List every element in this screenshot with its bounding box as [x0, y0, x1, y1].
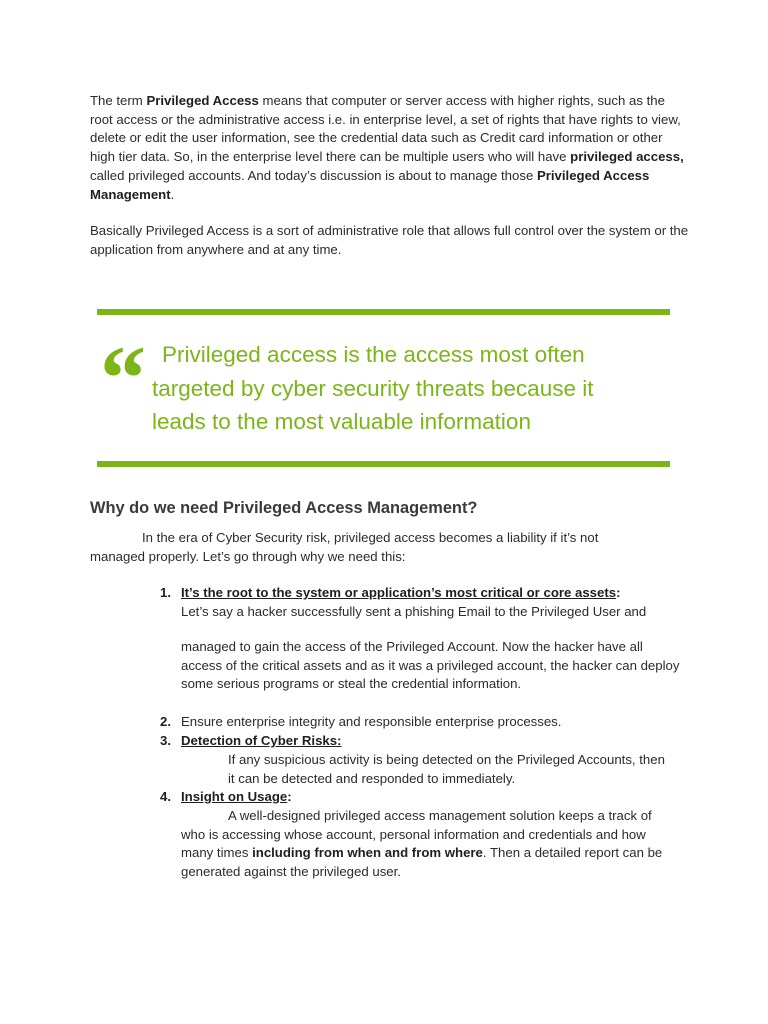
- list-item-1-body-b: managed to gain the access of the Privileged Account. Now the hacker have all access of the critical assets and as it was a privileged account, the hacker can deploy some serious programs or steal the credential information.: [181, 639, 680, 692]
- quote-top-rule: [97, 309, 670, 315]
- pull-quote: [152, 338, 662, 439]
- intro-text-3: called privileged accounts. And today’s discussion is about to manage those: [90, 167, 537, 183]
- intro-paragraph: [90, 92, 690, 204]
- list-number-4: 4.: [160, 789, 171, 804]
- pull-quote-line-2: targeted by cyber security threats because it: [152, 375, 594, 401]
- list-item-4-colon: :: [287, 789, 292, 804]
- basic-paragraph: Basically Privileged Access is a sort of administrative role that allows full control over the system or the application from anywhere and at any time.: [90, 223, 689, 257]
- list-number-2: 2.: [160, 714, 171, 729]
- intro-text-4: .: [170, 186, 175, 202]
- intro-text-2: means that computer or server access with higher rights, such as the root access or the administrative access i.e. in enterprise level, a set of rights that have rights to view, delete or edit the user information, see the credential data such as Credit card information or other high tier data. So, in the enterprise level there can be multiple users who will have: [90, 93, 681, 165]
- intro-bold-privileged-access: Privileged Access: [146, 93, 259, 108]
- list-item-1-body-a: Let’s say a hacker successfully sent a phishing Email to the Privileged User and: [181, 604, 647, 619]
- list-item-4-body-text-1: A well-designed privileged access management solution keeps a track of who is accessing whose account, personal information and credentials and how many times: [181, 808, 652, 861]
- quote-mark-icon: “: [100, 327, 146, 429]
- list-item-1-colon: :: [616, 585, 621, 600]
- list-item-3-title: Detection of Cyber Risks:: [181, 733, 342, 748]
- section-intro-text: In the era of Cyber Security risk, privileged access becomes a liability if it’s not managed properly. Let’s go through why we need this:: [90, 530, 599, 564]
- section-heading: Why do we need Privileged Access Management?: [90, 499, 478, 517]
- pull-quote-line-1: Privileged access is the access most often: [162, 342, 585, 367]
- list-item-1-title: [181, 584, 620, 603]
- list-item-1-title-text: It’s the root to the system or application’s most critical or core assets: [181, 585, 617, 600]
- list-item-3-body: If any suspicious activity is being detected on the Privileged Accounts, then it can be detected and responded to immediately.: [228, 752, 665, 786]
- intro-bold-privileged-access-2: privileged access,: [570, 149, 684, 165]
- intro-text-1: The term: [90, 93, 147, 108]
- list-number-1: 1.: [160, 585, 171, 600]
- list-item-2-text: Ensure enterprise integrity and responsible enterprise processes.: [181, 714, 562, 729]
- section-intro: [90, 529, 650, 566]
- pull-quote-line-3: leads to the most valuable information: [152, 409, 531, 434]
- list-item-4-body-bold: including from when and from where: [252, 845, 483, 861]
- quote-bottom-rule: [97, 461, 670, 467]
- list-item-4-body: [181, 807, 673, 882]
- intro-bold-pam: Privileged Access Management: [90, 167, 650, 202]
- list-item-4-title-text: Insight on Usage: [181, 789, 288, 804]
- list-item-4-body-text-2: . Then a detailed report can be generated against the privileged user.: [181, 845, 663, 880]
- list-item-4-title: [181, 788, 292, 807]
- list-number-3: 3.: [160, 733, 171, 748]
